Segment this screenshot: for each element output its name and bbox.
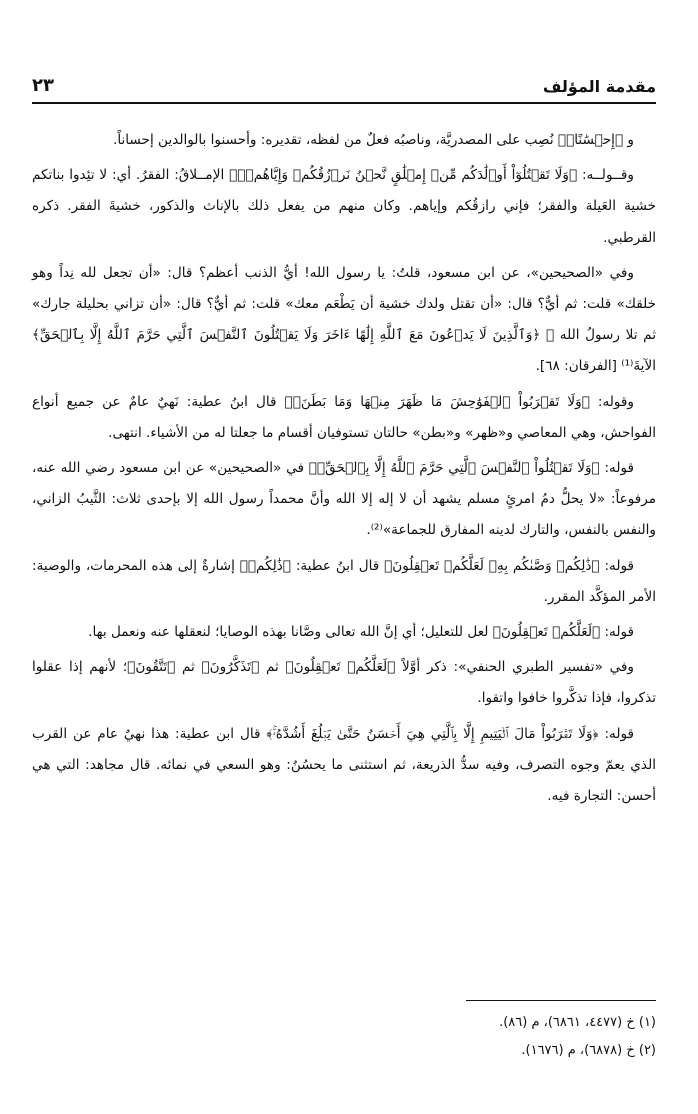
paragraph-orphan-wealth: قوله: ﴿وَلَا تَقۡرَبُواْ مَالَ ٱلۡيَتِيمِ إِلَّا بِٱلَّتِي هِيَ أَحۡسَنُ حَتَّىٰ يَبۡلُغَ أَشُدَّهُۥۚ﴾ قال ابن عطية: هذا نهيٌ عام عن القرب الذي يعمّ وجوه التصرف، وفيه سدُّ الذريعة، ثم استثنى ما يحسُنُ: وهو السعي في نمائه. قال مجاهد: التي هي أحسن: التجارة فيه.	[32, 725, 656, 805]
running-header	[32, 70, 656, 104]
paragraph-killing-soul: قوله: ﴿وَلَا تَقۡتُلُواْ ٱلنَّفۡسَ ٱلَّتِي حَرَّمَ ٱللَّهُ إِلَّا بِٱلۡحَقِّۚ﴾ في «الصحيحين» عن ابن مسعود رضي الله عنه، مرفوعاً: «لا يحلُّ دمُ امرئٍ مسلم يشهد أن لا إله إلا الله وأنَّ محمداً رسول الله إلا بإحدى ثلاث: الثَّيبُ الزاني، والنفس بالنفس، والتارك لدينه المفارق للجماعة»⁽²⁾.	[32, 460, 656, 539]
paragraph-imlaq: وقــولــه: ﴿وَلَا تَقۡتُلُوٓاْ أَوۡلَٰدَكُم مِّنۡ إِمۡلَٰقٍ نَّحۡنُ نَرۡزُقُكُمۡ وَإِيَّاهُمۡۖ﴾ الإمــلاقُ: الفقرُ. أي: لا تئِدوا بناتكم خشية العَيلة والفقر؛ فإني رازقُكم وإياهم. وكان منهم من يفعل ذلك بالإناث والذكور، خشيةَ الفقر. ذكره القرطبي.	[32, 167, 656, 246]
footnote-2: (٢) خ (٦٨٧٨)، م (١٦٧٦).	[521, 1043, 656, 1058]
page-number: ٢٣	[32, 75, 54, 96]
main-text	[32, 125, 656, 816]
chapter-title: مقدمة المؤلف	[542, 77, 656, 96]
footnote-separator	[466, 1000, 656, 1001]
paragraph-tabari: وفي «تفسير الطبري الحنفي»: ذكر أوَّلاً ﴿لَعَلَّكُمۡ تَعۡقِلُونَ﴾ ثم ﴿تَذَكَّرُونَ﴾ ثم ﴿تَتَّقُونَ﴾؛ لأنهم إذا عقلوا تذكروا، فإذا تذكَّروا خافوا واتقوا.	[32, 659, 656, 707]
paragraph-ihsan: و ﴿إِحۡسَٰنًاۖ﴾ نُصِب على المصدريَّة، وناصبُه فعلٌ من لفظه، تقديره: وأحسنوا بالوالدين إحساناً.	[113, 132, 634, 148]
footnote-1: (١) خ (٤٤٧٧، ٦٨٦١)، م (٨٦).	[499, 1015, 656, 1030]
paragraph-laallakum: قوله: ﴿لَعَلَّكُمۡ تَعۡقِلُونَ﴾ لعل للتعليل؛ أي إنَّ الله تعالى وصَّانا بهذه الوصايا؛ لنعقلها عنه ونعمل بها.	[88, 624, 634, 641]
paragraph-sahihayn-greatest-sin: وفي «الصحيحين»، عن ابن مسعود، قلتُ: يا رسول الله! أيُّ الذنب أعظم؟ قال: «أن تجعل لله نِداً وهو خلقك» قلت: ثم أيٌّ؟ قال: «أن تقتل ولدك خشية أن يَطْعَم معك» قلت: ثم أيٌّ؟ قال: «أن تزاني بحليلة جارك» ثم تلا رسولُ الله ﷺ ﴿وَٱلَّذِينَ لَا يَدۡعُونَ مَعَ ٱللَّهِ إِلَٰهًا ءَاخَرَ وَلَا يَقۡتُلُونَ ٱلنَّفۡسَ ٱلَّتِي حَرَّمَ ٱللَّهُ إِلَّا بِٱلۡحَقِّ﴾ الآيةَ⁽¹⁾ [الفرقان: ٦٨].	[32, 264, 656, 375]
paragraph-fawahish: وقوله: ﴿وَلَا تَقۡرَبُواْ ٱلۡفَوَٰحِشَ مَا ظَهَرَ مِنۡهَا وَمَا بَطَنَۖ﴾ قال ابنُ عطية: نَهيٌ عامٌ عن جميع أنواع الفواحش، وهي المعاصي و«ظهر» و«بطن» حالتان تستوفيان أقسام ما جعلتا له من الأشياء. انتهى.	[32, 393, 656, 441]
paragraph-wassakum: قوله: ﴿ذَٰلِكُمۡ وَصَّىٰكُم بِهِۦ لَعَلَّكُمۡ تَعۡقِلُونَ﴾ قال ابنُ عطية: ﴿ذَٰلِكُمۡ﴾ إشارةٌ إلى هذه المحرمات، والوصية: الأمر المؤكَّد المقرر.	[32, 557, 656, 605]
